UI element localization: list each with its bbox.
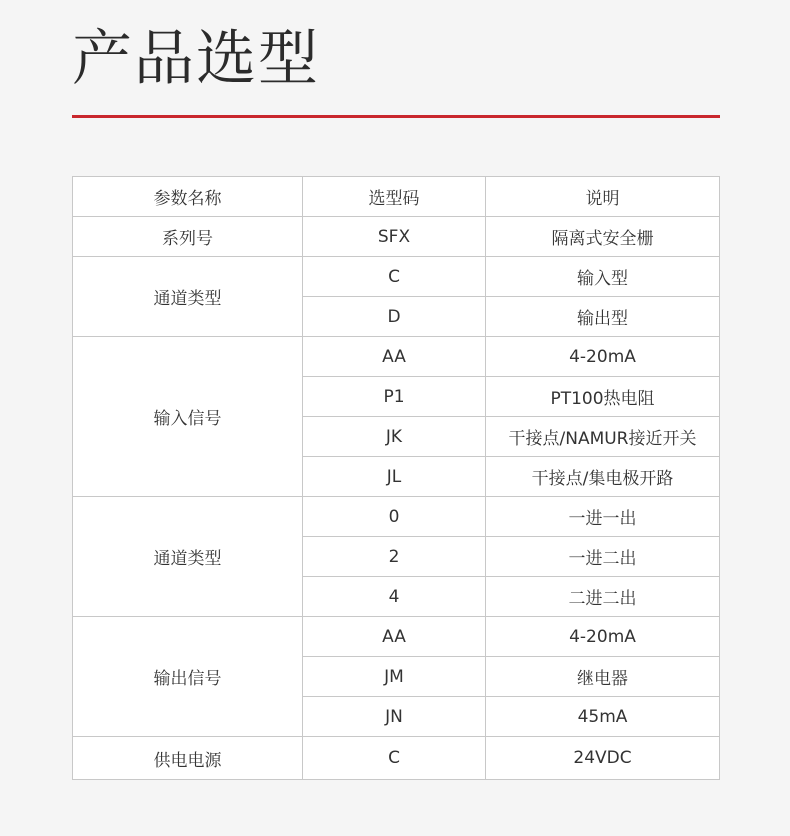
desc-cell: 干接点/NAMUR接近开关 [486, 417, 720, 457]
table-row [73, 337, 720, 377]
param-cell: 通道类型 [73, 257, 303, 337]
param-cell: 系列号 [73, 217, 303, 257]
table-row [73, 217, 720, 257]
code-cell: JN [303, 697, 486, 737]
desc-cell: 4-20mA [486, 337, 720, 377]
code-cell: D [303, 297, 486, 337]
param-cell: 供电电源 [73, 737, 303, 780]
header-param-name: 参数名称 [73, 177, 303, 217]
desc-cell: 输入型 [486, 257, 720, 297]
desc-cell: 一进一出 [486, 497, 720, 537]
code-cell: JL [303, 457, 486, 497]
desc-cell: 一进二出 [486, 537, 720, 577]
code-cell: AA [303, 617, 486, 657]
header-selection-code: 选型码 [303, 177, 486, 217]
code-cell: 4 [303, 577, 486, 617]
param-cell: 通道类型 [73, 497, 303, 617]
code-cell: SFX [303, 217, 486, 257]
desc-cell: 45mA [486, 697, 720, 737]
desc-cell: 输出型 [486, 297, 720, 337]
product-selection-table [72, 176, 720, 780]
code-cell: C [303, 737, 486, 780]
code-cell: 0 [303, 497, 486, 537]
title-divider [72, 115, 720, 118]
code-cell: AA [303, 337, 486, 377]
param-cell: 输入信号 [73, 337, 303, 497]
table-row [73, 257, 720, 297]
desc-cell: 干接点/集电极开路 [486, 457, 720, 497]
table-header-row [73, 177, 720, 217]
table-row [73, 737, 720, 780]
code-cell: JK [303, 417, 486, 457]
param-cell: 输出信号 [73, 617, 303, 737]
code-cell: 2 [303, 537, 486, 577]
desc-cell: PT100热电阻 [486, 377, 720, 417]
desc-cell: 隔离式安全栅 [486, 217, 720, 257]
table-row [73, 617, 720, 657]
header-description: 说明 [486, 177, 720, 217]
code-cell: C [303, 257, 486, 297]
desc-cell: 二进二出 [486, 577, 720, 617]
desc-cell: 继电器 [486, 657, 720, 697]
code-cell: JM [303, 657, 486, 697]
desc-cell: 24VDC [486, 737, 720, 780]
table-row [73, 497, 720, 537]
desc-cell: 4-20mA [486, 617, 720, 657]
code-cell: P1 [303, 377, 486, 417]
page-title: 产品选型 [72, 24, 320, 94]
